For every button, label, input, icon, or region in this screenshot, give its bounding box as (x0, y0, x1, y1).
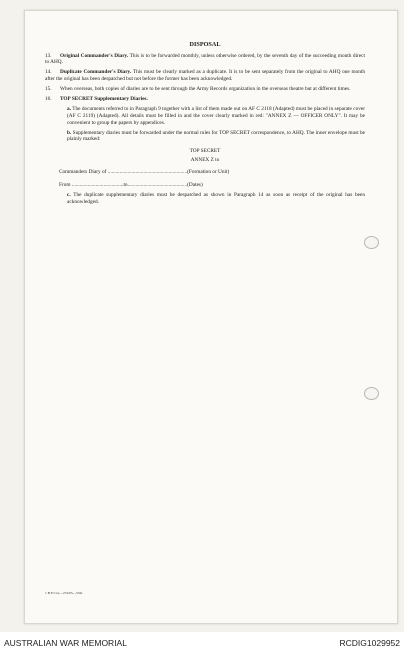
archive-footer (0, 632, 404, 654)
paragraph-15: 15. When overseas, both copies of diaries are to be sent through the Army Records organization in the overseas theatre but at different times. (45, 86, 351, 93)
envelope-annex: ANNEX Z to (190, 156, 220, 163)
subparagraph-b: b. Supplementary diaries must be forwarded under the normal rules for TOP SECRET correspondence, to AHQ. The inner envelope must be plainly marked: (67, 129, 366, 143)
paragraph-heading: TOP SECRET Supplementary Diaries. (60, 96, 148, 103)
section-title: DISPOSAL (189, 41, 221, 48)
paragraph-heading: Duplicate Commander's Diary. (60, 69, 132, 76)
paragraph-heading: Original Commander's Diary. (60, 52, 129, 59)
punch-hole (364, 387, 379, 400)
paragraph-14: 14. Duplicate Commander's Diary. This must be clearly marked as a duplicate. It is to be sent separately from the original to AHQ one month after the original has been despatched but not before the former has been acknowledged. (45, 69, 365, 83)
archive-reference: RCDIG1029952 (339, 638, 400, 648)
document-page (24, 10, 398, 624)
subparagraph-c: c. The duplicate supplementary diaries must be despatched as shown in Paragraph 14 as soon as receipt of the original has been acknowledged. (67, 192, 366, 205)
archive-name: AUSTRALIAN WAR MEMORIAL (4, 638, 127, 648)
punch-hole (364, 236, 379, 249)
form-line-dates: From .......................................to.............................................(Dates) (59, 181, 203, 188)
subparagraph-a: a. The documents referred to in Paragraph 9 together with a list of them made out on AF C 2118 (Adapted) must be placed in separate cover (AF C 2119) (Adapted). All details must be filled in and the cover clearly marked in red: "ANNEX Z — OFFICER ONLY". It may be convenient to group the papers by appendices. (67, 106, 366, 126)
document-body (45, 41, 365, 209)
printer-imprint: 1 B P Cvp—274/65—55m (45, 591, 83, 595)
paragraph-13: 13. Original Commander's Diary. This is to be forwarded monthly, unless otherwise ordered, by the seventh day of the succeeding month direct to AHQ. (45, 52, 365, 66)
envelope-marking: TOP SECRET (189, 147, 221, 154)
paragraph-16: 16. TOP SECRET Supplementary Diaries. (45, 96, 148, 103)
form-line-formation: Commanders Diary of ............................................................(Formation or Unit) (59, 169, 230, 176)
